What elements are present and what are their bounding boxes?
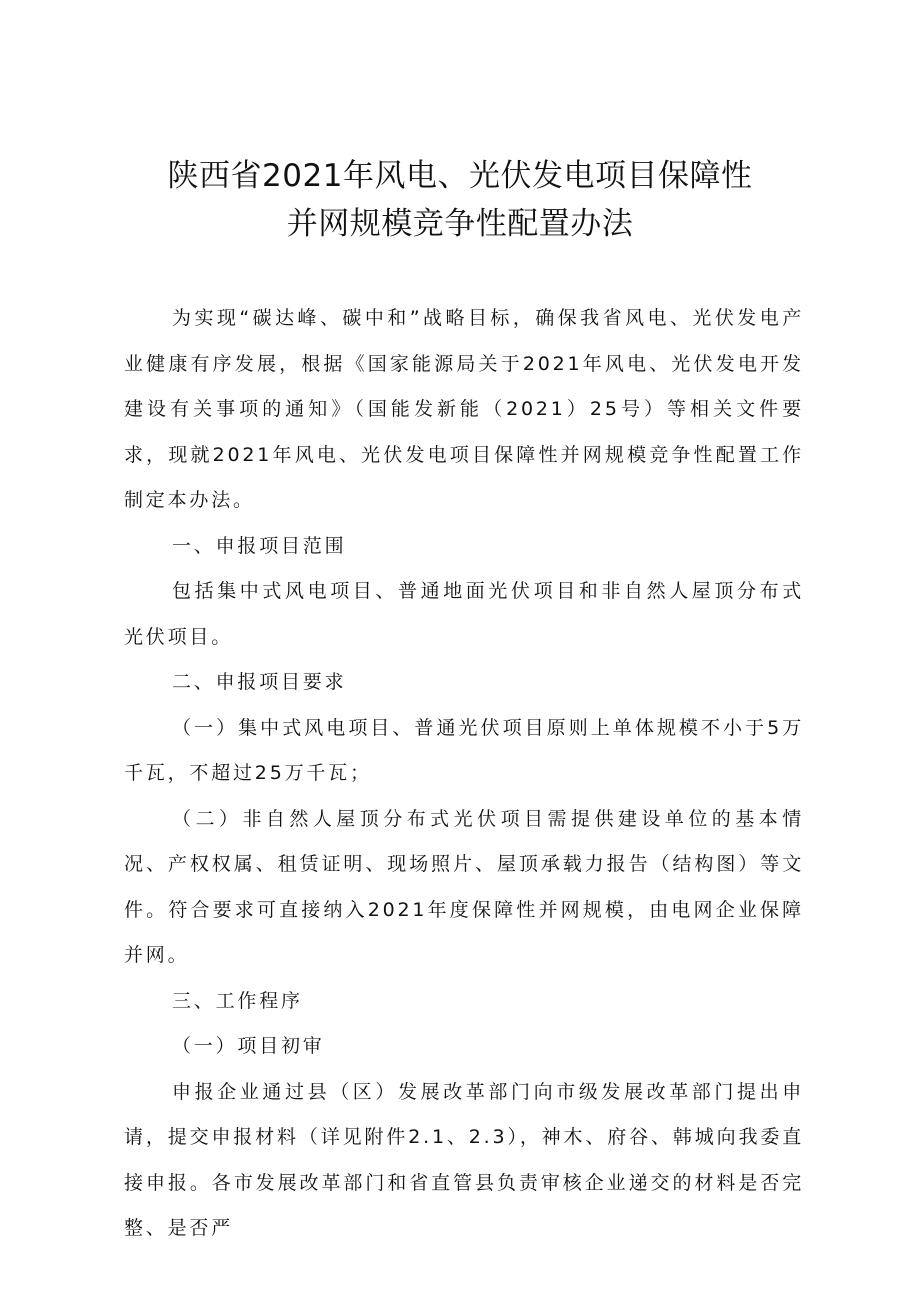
section-heading-1: 一、申报项目范围 xyxy=(172,534,347,557)
section-1-paragraph: 包括集中式风电项目、普通地面光伏项目和非自然人屋顶分布式光伏项目。 xyxy=(124,580,804,648)
section-3-subheading-1: （一）项目初审 xyxy=(172,1035,325,1057)
document-title-line-1: 陕西省2021年风电、光伏发电项目保障性 xyxy=(167,158,753,194)
section-2-item-2: （二）非自然人屋顶分布式光伏项目需提供建设单位的基本情况、产权权属、租赁证明、现场照片、屋顶承载力报告（结构图）等文件。符合要求可直接纳入2021年度保障性并网规模，由电网企业保障并网。 xyxy=(124,807,804,966)
intro-paragraph: 为实现“碳达峰、碳中和”战略目标，确保我省风电、光伏发电产业健康有序发展，根据《国家能源局关于2021年风电、光伏发电开发建设有关事项的通知》（国能发新能（2021）25号）等相关文件要求，现就2021年风电、光伏发电项目保障性并网规模竞争性配置工作制定本办法。 xyxy=(124,307,804,511)
section-heading-3: 三、工作程序 xyxy=(172,989,303,1012)
section-2-item-1: （一）集中式风电项目、普通光伏项目原则上单体规模不小于5万千瓦，不超过25万千瓦； xyxy=(124,716,804,784)
document-body xyxy=(124,296,804,1252)
section-heading-2: 二、申报项目要求 xyxy=(172,671,347,693)
section-3-paragraph: 申报企业通过县（区）发展改革部门向市级发展改革部门提出申请，提交申报材料（详见附件2.1、2.3），神木、府谷、韩城向我委直接申报。各市发展改革部门和省直管县负责审核企业递交的材料是否完整、是否严 xyxy=(124,1080,804,1239)
document-title-line-2: 并网规模竞争性配置办法 xyxy=(286,206,634,242)
